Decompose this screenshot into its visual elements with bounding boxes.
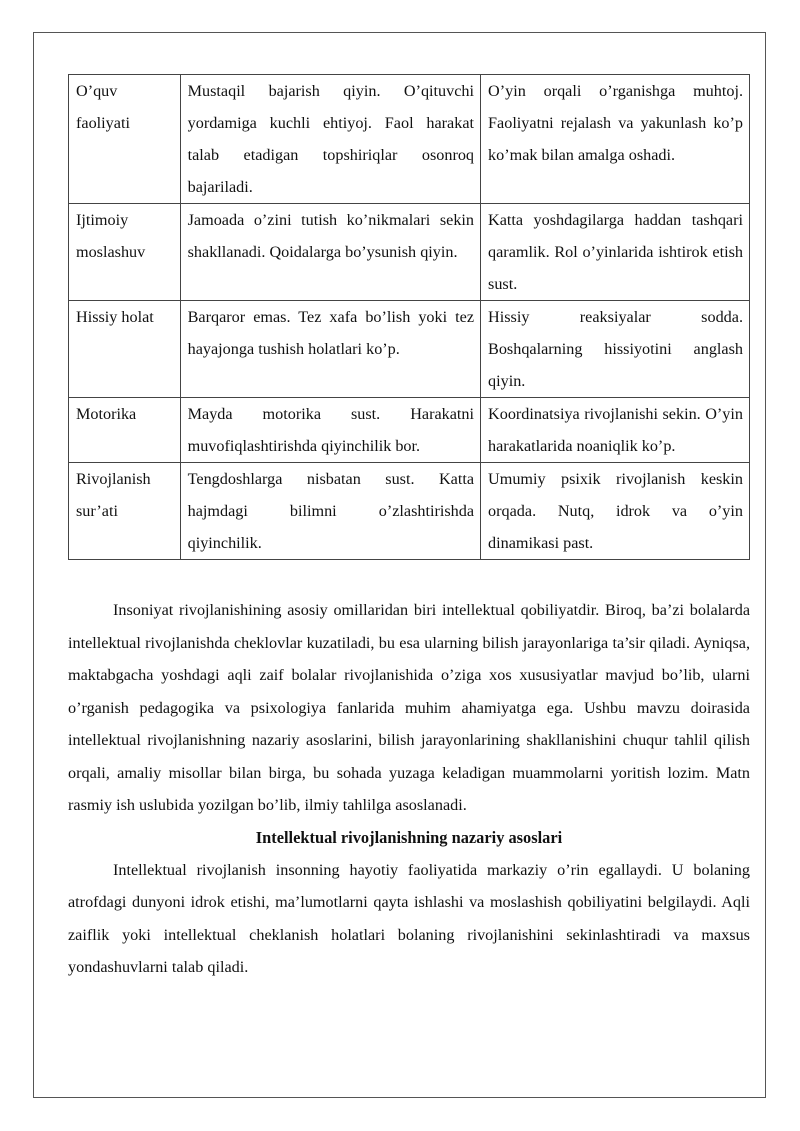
table-cell-aspect: Rivojlanish sur’ati	[69, 463, 181, 560]
table-cell-aspect: Ijtimoiy moslashuv	[69, 204, 181, 301]
characteristics-table	[68, 74, 750, 560]
table-cell: Jamoada o’zini tutish ko’nikmalari sekin shakllanadi. Qoidalarga bo’ysunish qiyin.	[180, 204, 480, 301]
table-cell: O’yin orqali o’rganishga muhtoj. Faoliyatni rejalash va yakunlash ko’p ko’mak bilan amalga oshadi.	[481, 75, 750, 204]
table-cell-aspect: Hissiy holat	[69, 301, 181, 398]
intro-paragraph: Insoniyat rivojlanishining asosiy omillaridan biri intellektual qobiliyatdir. Biroq, ba’zi bolalarda intellektual rivojlanishda cheklovlar kuzatiladi, bu esa ularning bilish jarayonlariga ta’sir qiladi. Ayniqsa, maktabgacha yoshdagi aqli zaif bolalar rivojlanishida o’ziga xos xususiyatlar mavjud bo’lib, ularni o’rganish pedagogika va psixologiya fanlarida muhim ahamiyatga ega. Ushbu mavzu doirasida intellektual rivojlanishning nazariy asoslarini, bilish jarayonlarining shakllanishini chuqur tahlil qilish orqali, amaliy misollar bilan birga, bu sohada yuzaga keladigan muammolarni yoritish lozim. Matn rasmiy ish uslubida yozilgan bo’lib, ilmiy tahlilga asoslanadi.	[68, 601, 750, 814]
table-cell: Koordinatsiya rivojlanishi sekin. O’yin harakatlarida noaniqlik ko’p.	[481, 398, 750, 463]
table-cell: Tengdoshlarga nisbatan sust. Katta hajmdagi bilimni o’zlashtirishda qiyinchilik.	[180, 463, 480, 560]
table-cell: Mustaqil bajarish qiyin. O’qituvchi yordamiga kuchli ehtiyoj. Faol harakat talab etadigan topshiriqlar osonroq bajariladi.	[180, 75, 480, 204]
table-cell: Hissiy reaksiyalar sodda. Boshqalarning hissiyotini anglash qiyin.	[481, 301, 750, 398]
table-cell: Umumiy psixik rivojlanish keskin orqada. Nutq, idrok va o’yin dinamikasi past.	[481, 463, 750, 560]
table-row	[69, 301, 750, 398]
table-row	[69, 204, 750, 301]
table-row	[69, 75, 750, 204]
table-cell: Barqaror emas. Tez xafa bo’lish yoki tez hayajonga tushish holatlari ko’p.	[180, 301, 480, 398]
table-row	[69, 398, 750, 463]
document-content	[68, 74, 750, 984]
body-paragraph: Intellektual rivojlanish insonning hayotiy faoliyatida markaziy o’rin egallaydi. U bolaning atrofdagi dunyoni idrok etishi, ma’lumotlarni qayta ishlashi va moslashish qobiliyatini belgilaydi. Aqli zaiflik yoki intellektual cheklanish holatlari bolaning rivojlanishini sekinlashtiradi va maxsus yondashuvlarni talab qiladi.	[68, 860, 750, 976]
section-heading: Intellektual rivojlanishning nazariy asoslari	[255, 827, 563, 847]
table-cell: Mayda motorika sust. Harakatni muvofiqlashtirishda qiyinchilik bor.	[180, 398, 480, 463]
table-cell-aspect: Motorika	[69, 398, 181, 463]
table-cell: Katta yoshdagilarga haddan tashqari qaramlik. Rol o’yinlarida ishtirok etish sust.	[481, 204, 750, 301]
table-row	[69, 463, 750, 560]
table-cell-aspect: O’quv faoliyati	[69, 75, 181, 204]
